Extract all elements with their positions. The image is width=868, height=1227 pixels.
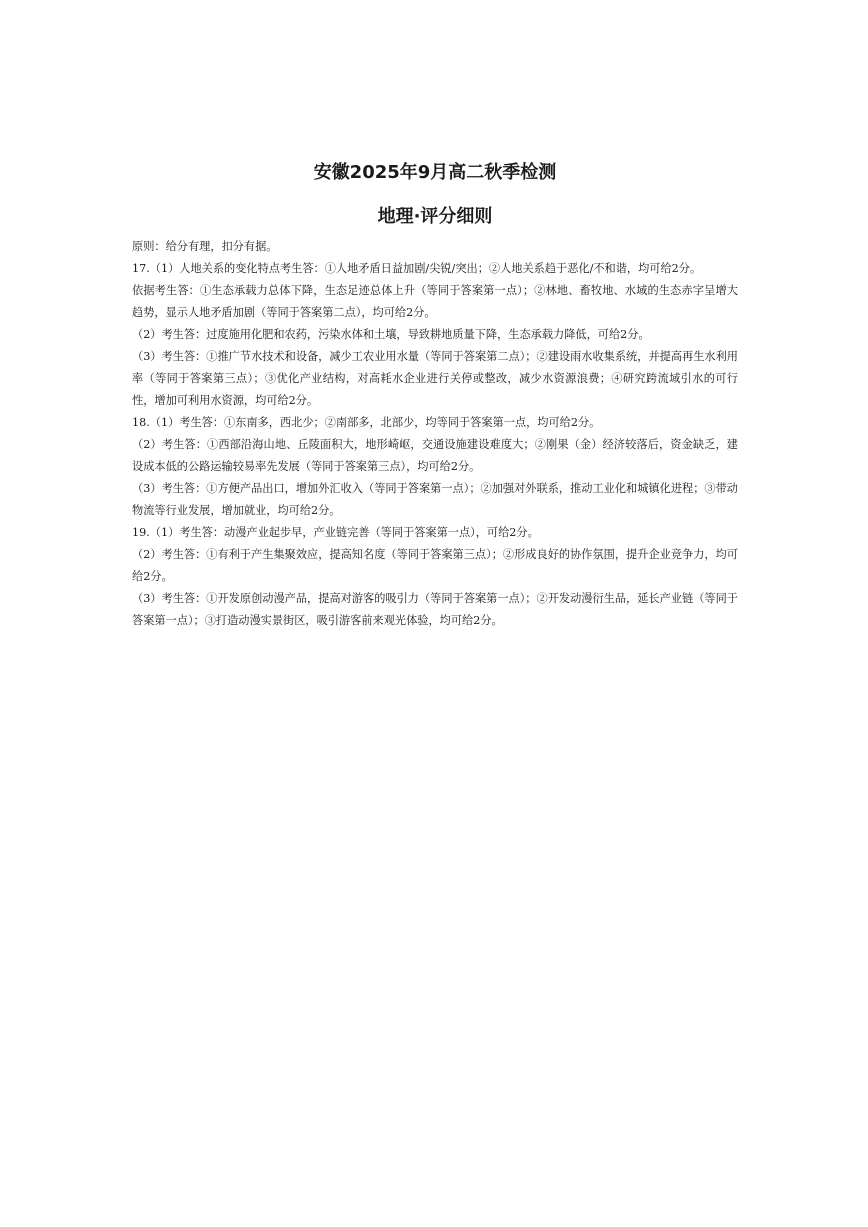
q19-1-paragraph: 19.（1）考生答：动漫产业起步早，产业链完善（等同于答案第一点），可给2分。: [132, 526, 539, 539]
principle-paragraph: 原则：给分有理，扣分有据。: [132, 240, 278, 253]
q19-2-paragraph: （2）考生答：①有利于产生集聚效应，提高知名度（等同于答案第三点）；②形成良好的协作氛围，提升企业竞争力，均可给2分。: [132, 548, 738, 583]
q18-1-paragraph: 18.（1）考生答：①东南多，西北少；②南部多，北部少，均等同于答案第一点，均可给2分。: [132, 416, 601, 429]
document-page: [132, 158, 738, 632]
q17-1-paragraph: 17.（1）人地关系的变化特点考生答：①人地矛盾日益加剧/尖锐/突出；②人地关系趋于恶化/不和谐，均可给2分。: [132, 262, 702, 275]
q17-2-paragraph: （2）考生答：过度施用化肥和农药，污染水体和土壤，导致耕地质量下降，生态承载力降低，可给2分。: [132, 328, 650, 341]
q17-3-paragraph: （3）考生答：①推广节水技术和设备，减少工农业用水量（等同于答案第二点）；②建设雨水收集系统，并提高再生水利用率（等同于答案第三点）；③优化产业结构，对高耗水企业进行关停或整改，减少水资源浪费；④研究跨流域引水的可行性，增加可利用水资源，均可给2分。: [132, 350, 738, 407]
document-subtitle: 地理·评分细则: [377, 206, 493, 227]
document-title: 安徽2025年9月高二秋季检测: [313, 162, 557, 183]
document-body: [132, 236, 738, 632]
q18-2-paragraph: （2）考生答：①西部沿海山地、丘陵面积大，地形崎岖，交通设施建设难度大；②刚果（金）经济较落后，资金缺乏，建设成本低的公路运输较易率先发展（等同于答案第三点），均可给2分。: [132, 438, 738, 473]
q18-3-paragraph: （3）考生答：①方便产品出口，增加外汇收入（等同于答案第一点）；②加强对外联系，推动工业化和城镇化进程；③带动物流等行业发展，增加就业，均可给2分。: [132, 482, 738, 517]
q17-1-basis-paragraph: 依据考生答：①生态承载力总体下降，生态足迹总体上升（等同于答案第一点）；②林地、畜牧地、水域的生态赤字呈增大趋势，显示人地矛盾加剧（等同于答案第二点），均可给2分。: [132, 284, 738, 319]
q19-3-paragraph: （3）考生答：①开发原创动漫产品，提高对游客的吸引力（等同于答案第一点）；②开发动漫衍生品，延长产业链（等同于答案第一点）；③打造动漫实景街区，吸引游客前来观光体验，均可给2分。: [132, 592, 738, 627]
